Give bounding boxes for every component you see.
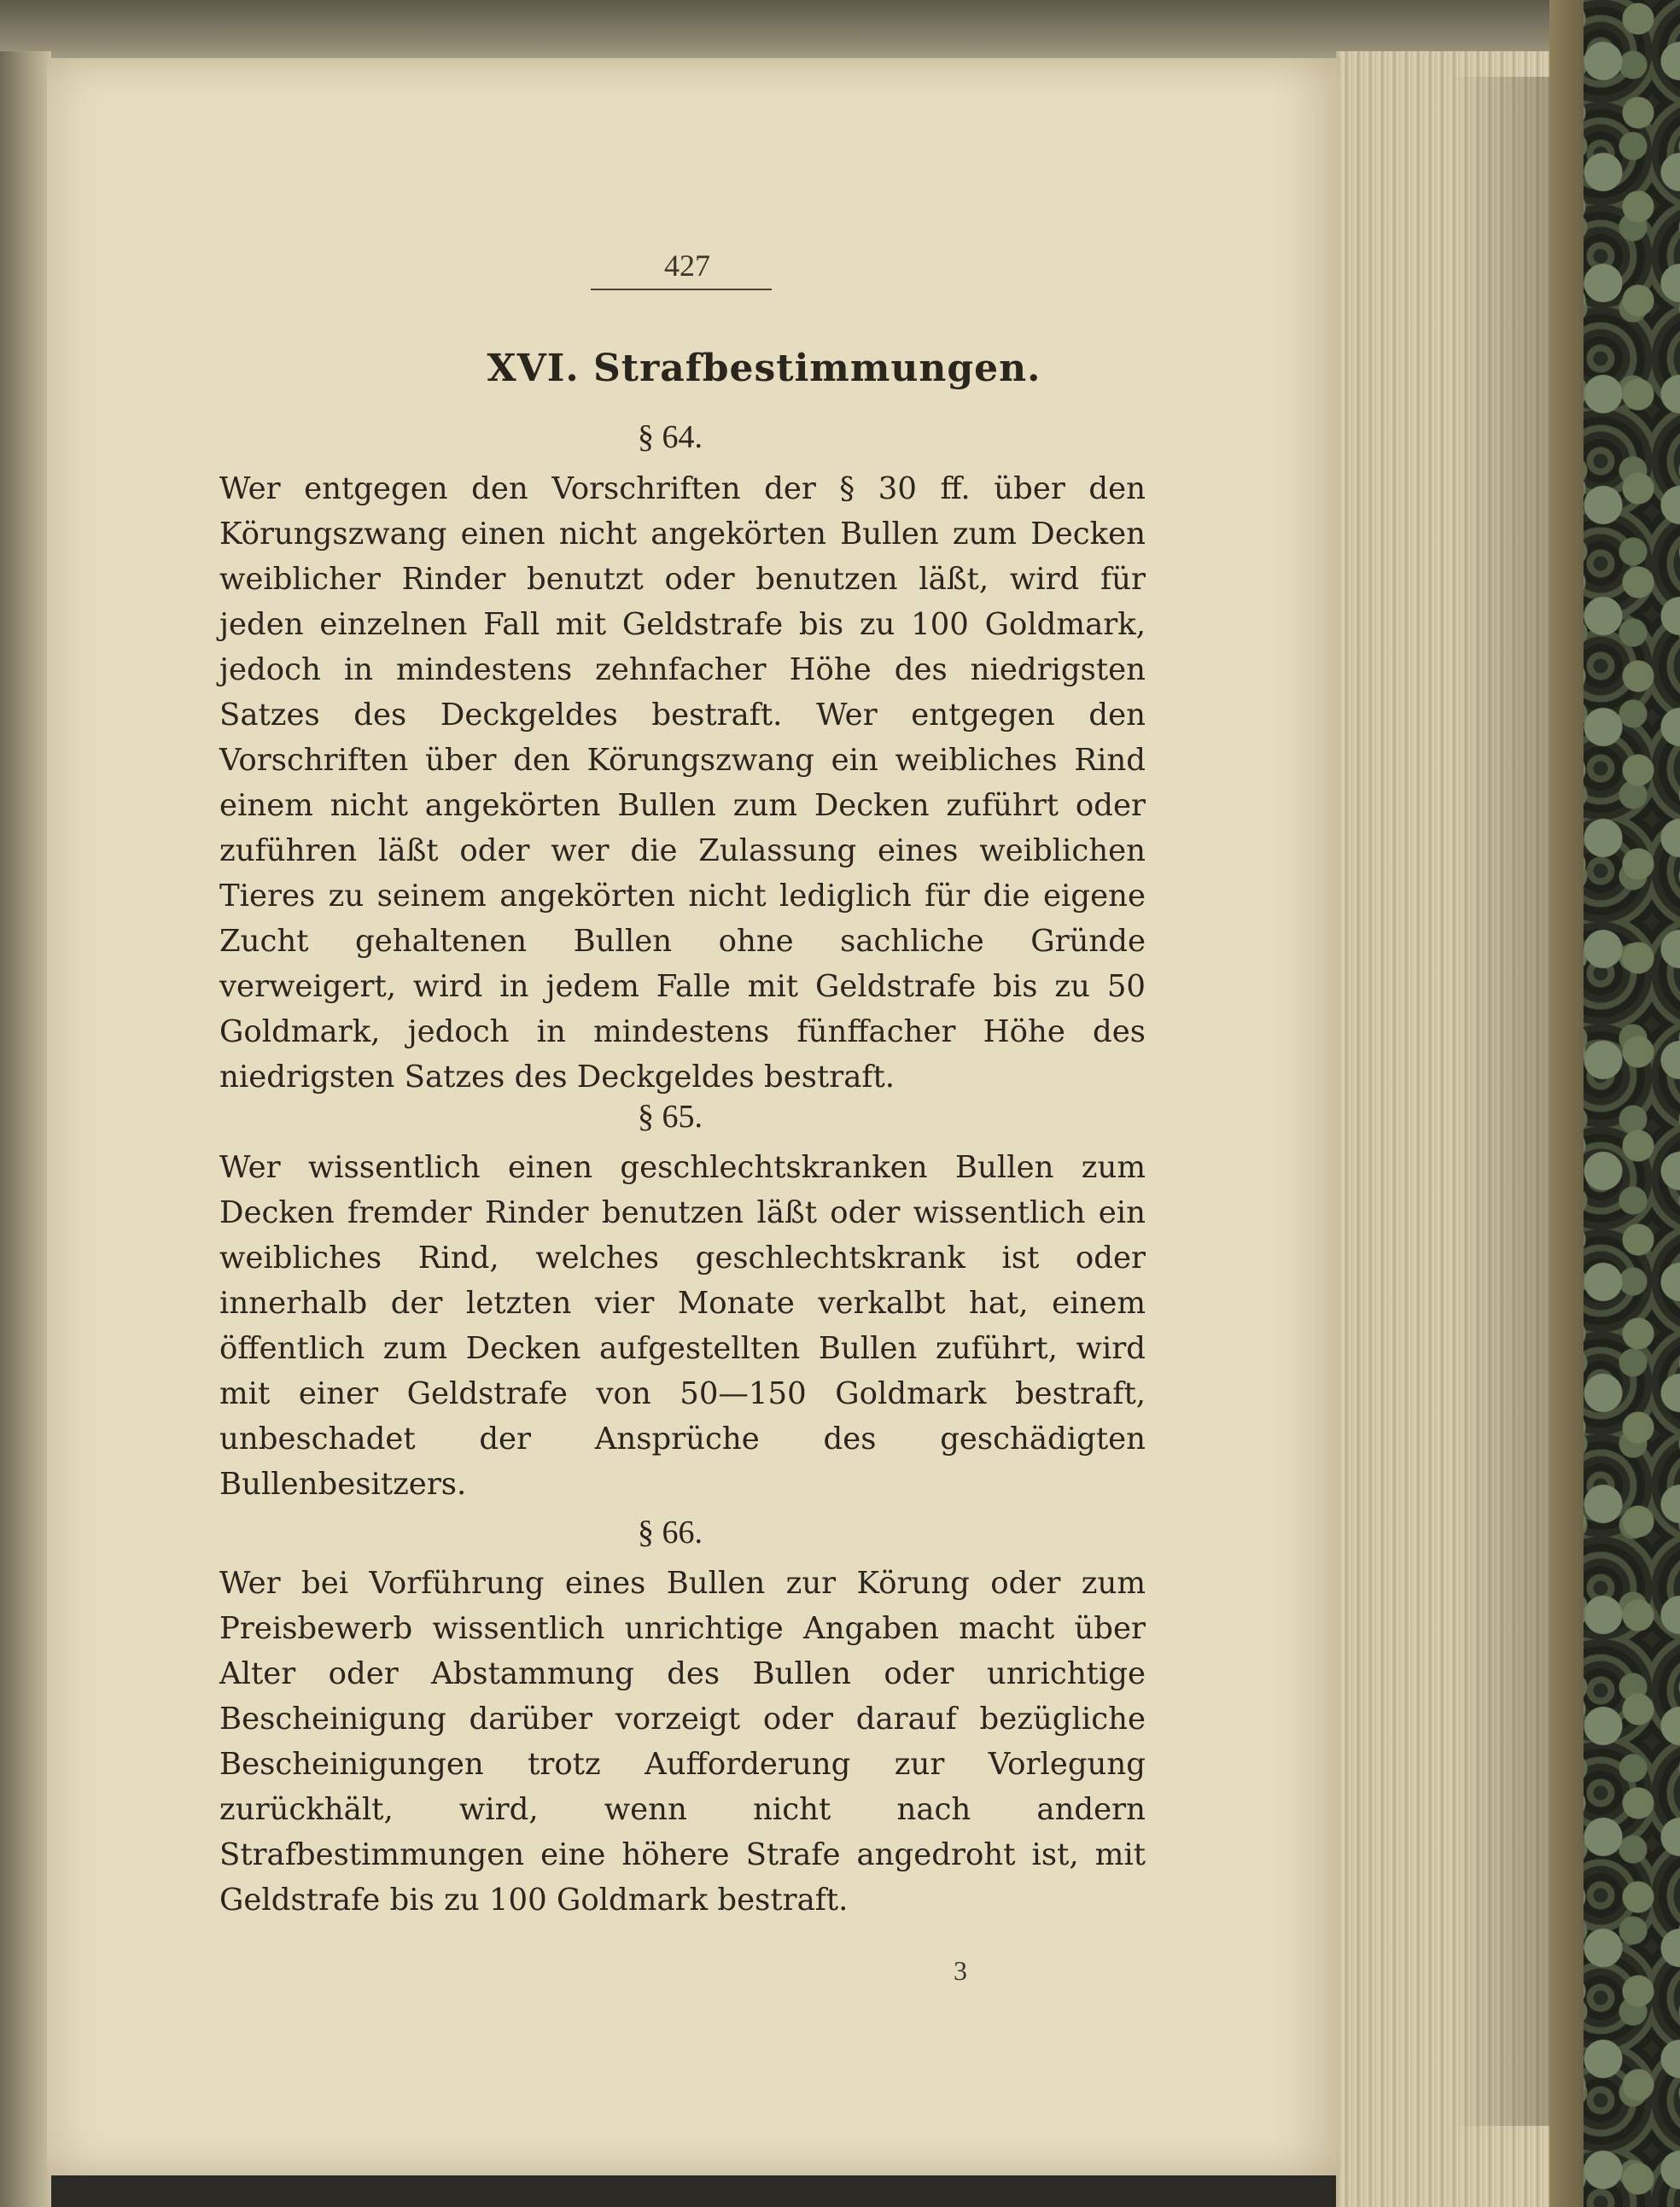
section-heading-66: § 66. xyxy=(638,1515,703,1550)
section-text-65: Wer wissentlich einen geschlechtskranken Bullen zum Decken fremder Rinder benutzen läßt oder wissentlich ein weibliches Rind, welches geschlechtskrank ist oder innerhalb der letzten vier Monate verkalbt hat, einem öffentlich zum Decken aufgestellten Bullen zuführt, wird mit einer Geldstrafe von 50—150 Goldmark bestraft, unbeschadet der Ansprüche des geschädigten Bullenbesitzers. xyxy=(219,1150,1146,1502)
page-edge-shadow xyxy=(1451,77,1549,2126)
book-page xyxy=(47,58,1340,2175)
section-heading-65: § 65. xyxy=(638,1099,703,1135)
page-number: 427 xyxy=(664,248,710,283)
signature-mark: 3 xyxy=(954,1955,967,1986)
section-heading-64: § 64. xyxy=(638,419,703,455)
section-text-64: Wer entgegen den Vorschriften der § 30 ff. über den Körungszwang einen nicht angekörten Bullen zum Decken weiblicher Rinder benutzt oder benutzen läßt, wird für jeden einzelnen Fall mit Geldstrafe bis zu 100 Goldmark, jedoch in mindestens zehnfacher Höhe des niedrigsten Satzes des Deckgeldes bestraft. Wer entgegen den Vorschriften über den Körungszwang ein weibliches Rind einem nicht angekörten Bullen zum Decken zuführt oder zuführen läßt oder wer die Zulassung eines weiblichen Tieres zu seinem angekörten nicht lediglich für die eigene Zucht gehaltenen Bullen ohne sachliche Gründe verweigert, wird in jedem Falle mit Geldstrafe bis zu 50 Goldmark, jedoch in mindestens fünffacher Höhe des niedrigsten Satzes des Deckgeldes bestraft. xyxy=(219,471,1146,1095)
chapter-title: XVI. Strafbestimmungen. xyxy=(487,347,1041,390)
section-text-66: Wer bei Vorführung eines Bullen zur Körung oder zum Preisbewerb wissentlich unrichtige Angaben macht über Alter oder Abstammung des Bullen oder unrichtige Bescheinigung darüber vorzeigt oder darauf bezügliche Bescheinigungen trotz Aufforderung zur Vorlegung zurückhält, wird, wenn nicht nach andern Strafbestimmungen eine höhere Strafe angedroht ist, mit Geldstrafe bis zu 100 Goldmark bestraft. xyxy=(219,1566,1146,1918)
book-cover-spine xyxy=(1549,0,1584,2207)
book-cover-left xyxy=(0,51,51,2207)
header-rule xyxy=(591,289,772,290)
